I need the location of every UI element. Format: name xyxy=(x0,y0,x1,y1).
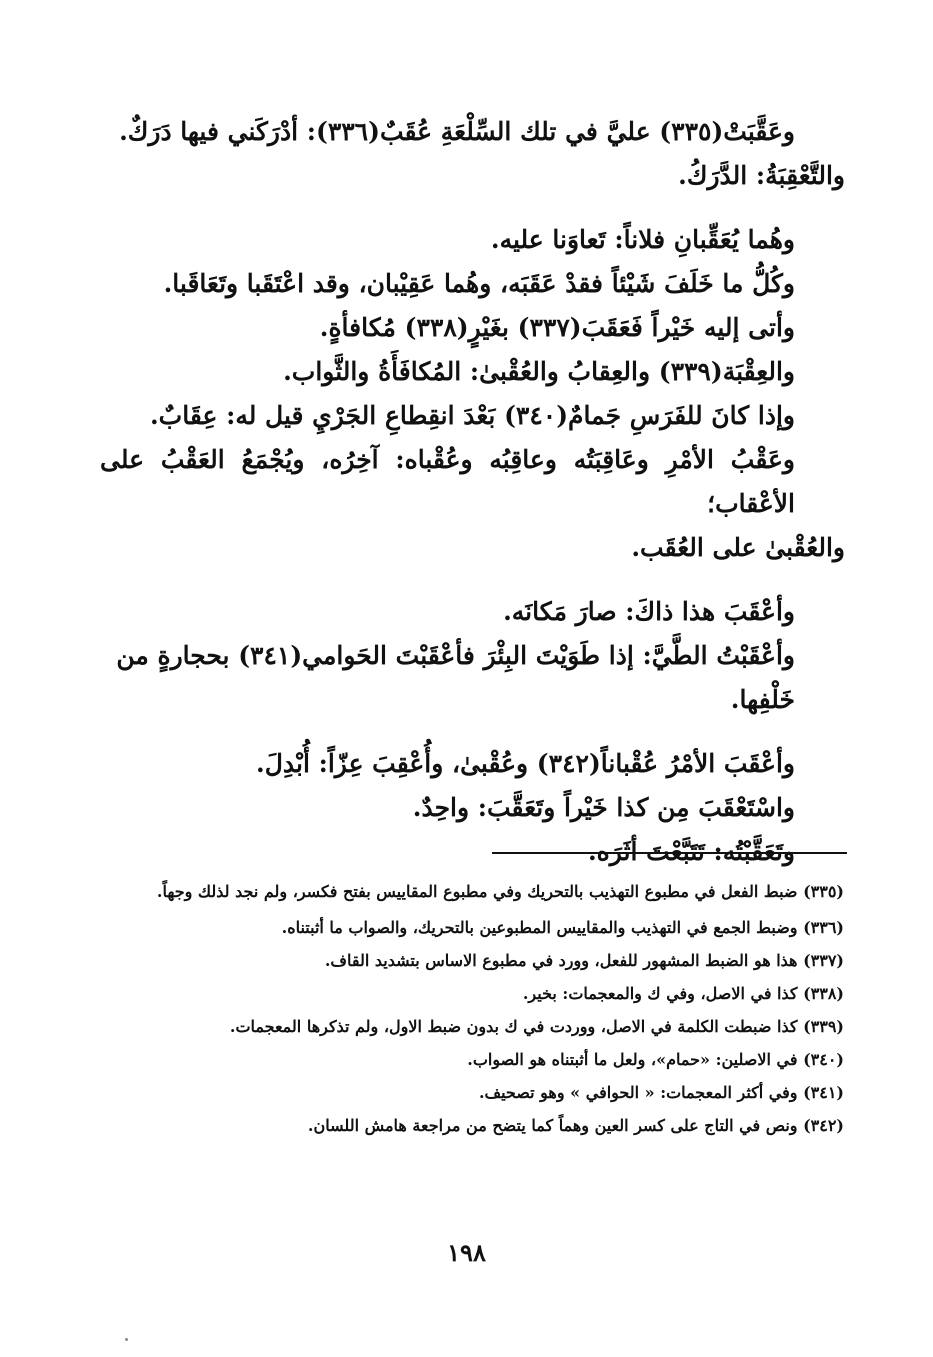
text-line: وأعْقَبْتُ الطَّيَّ: إذا طَوَيْتَ البِئْرَ فأعْقَبْتَ الحَوامي(٣٤١) بحجارةٍ من خَلْفِها. xyxy=(116,641,795,714)
footnote: (٣٤٢) ونص في التاج على كسر العين وهماً كما يتضح من مراجعة هامش اللسان. xyxy=(307,1116,844,1135)
text-line: وعَقَّبَتْ(٣٣٥) عليَّ في تلك السِّلْعَةِ عُقَبٌ(٣٣٦): أدْرَكَني فيها دَرَكٌ. xyxy=(119,117,795,146)
footnote: (٣٣٦) وضبط الجمع في التهذيب والمقاييس المطبوعين بالتحريك، والصواب ما أثبتناه. xyxy=(281,918,844,937)
text-line: وأتى إليه خَيْراً فَعَقَبَ(٣٣٧) بغَيْرٍ(٣٣٨) مُكافأةٍ. xyxy=(319,313,795,342)
text-line: وكُلُّ ما خَلَفَ شَيْئاً فقدْ عَقَبَه، وهُما عَقِيْبان، وقد اعْتَقَبا وتَعَاقَبا. xyxy=(163,269,795,298)
page-number: ١٩٨ xyxy=(447,1238,486,1267)
main-text xyxy=(100,110,845,874)
footnote: (٣٣٥) ضبط الفعل في مطبوع التهذيب بالتحريك وفي مطبوع المقاييس بفتح فكسر، ولم نجد لذلك وجهاً. xyxy=(156,882,844,901)
footnotes xyxy=(122,880,844,1147)
footnote: (٣٣٨) كذا في الاصل، وفي ك والمعجمات: بخير. xyxy=(522,984,844,1003)
text-line: وإذا كانَ للفَرَسِ جَمامٌ(٣٤٠) بَعْدَ انقِطاعِ الجَرْيِ قيل له: عِقَابٌ. xyxy=(149,401,795,430)
text-line: والعُقْبىٰ على العُقَب. xyxy=(631,533,845,562)
footnote: (٣٣٩) كذا ضبطت الكلمة في الاصل، ووردت في ك بدون ضبط الاول، ولم تذكرها المعجمات. xyxy=(229,1017,844,1036)
text-line: وهُما يُعَقِّبانِ فلاناً: تَعاوَنا عليه. xyxy=(490,225,795,254)
footnote: (٣٣٧) هذا هو الضبط المشهور للفعل، وورد في مطبوع الاساس بتشديد القاف. xyxy=(324,951,844,970)
text-line: وأعْقَبَ هذا ذاكَ: صارَ مَكانَه. xyxy=(503,597,795,626)
footnote: (٣٤٠) في الاصلين: «حمام»، ولعل ما أثبتناه هو الصواب. xyxy=(467,1050,844,1069)
text-line: واسْتَعْقَبَ مِن كذا خَيْراً وتَعَقَّبَ: واحِدٌ. xyxy=(412,793,795,822)
footnote-separator xyxy=(492,852,847,854)
footnote: (٣٤١) وفي أكثر المعجمات: « الحوافي » وهو تصحيف. xyxy=(478,1083,844,1102)
text-line: والتَّعْقِبَةُ: الدَّرَكُ. xyxy=(678,161,845,190)
text-line: وأعْقَبَ الأمْرُ عُقْباناً(٣٤٢) وعُقْبىٰ، وأُعْقِبَ عِزّاً: أُبْدِلَ. xyxy=(256,749,795,778)
text-line: وتَعَقَّبْتُه: تَتَبَّعْتَ أثَرَه. xyxy=(587,837,795,866)
text-line: والعِقْبَة(٣٣٩) والعِقابُ والعُقْبىٰ: المُكافَأَةُ والثَّواب. xyxy=(283,357,795,386)
text-line: وعَقْبُ الأمْرِ وعَاقِبَتُه وعاقِبُه وعُقْباه: آخِرُه، ويُجْمَعُ العَقْبُ على الأعْقاب؛ xyxy=(100,445,795,518)
scan-speck xyxy=(125,1338,128,1341)
